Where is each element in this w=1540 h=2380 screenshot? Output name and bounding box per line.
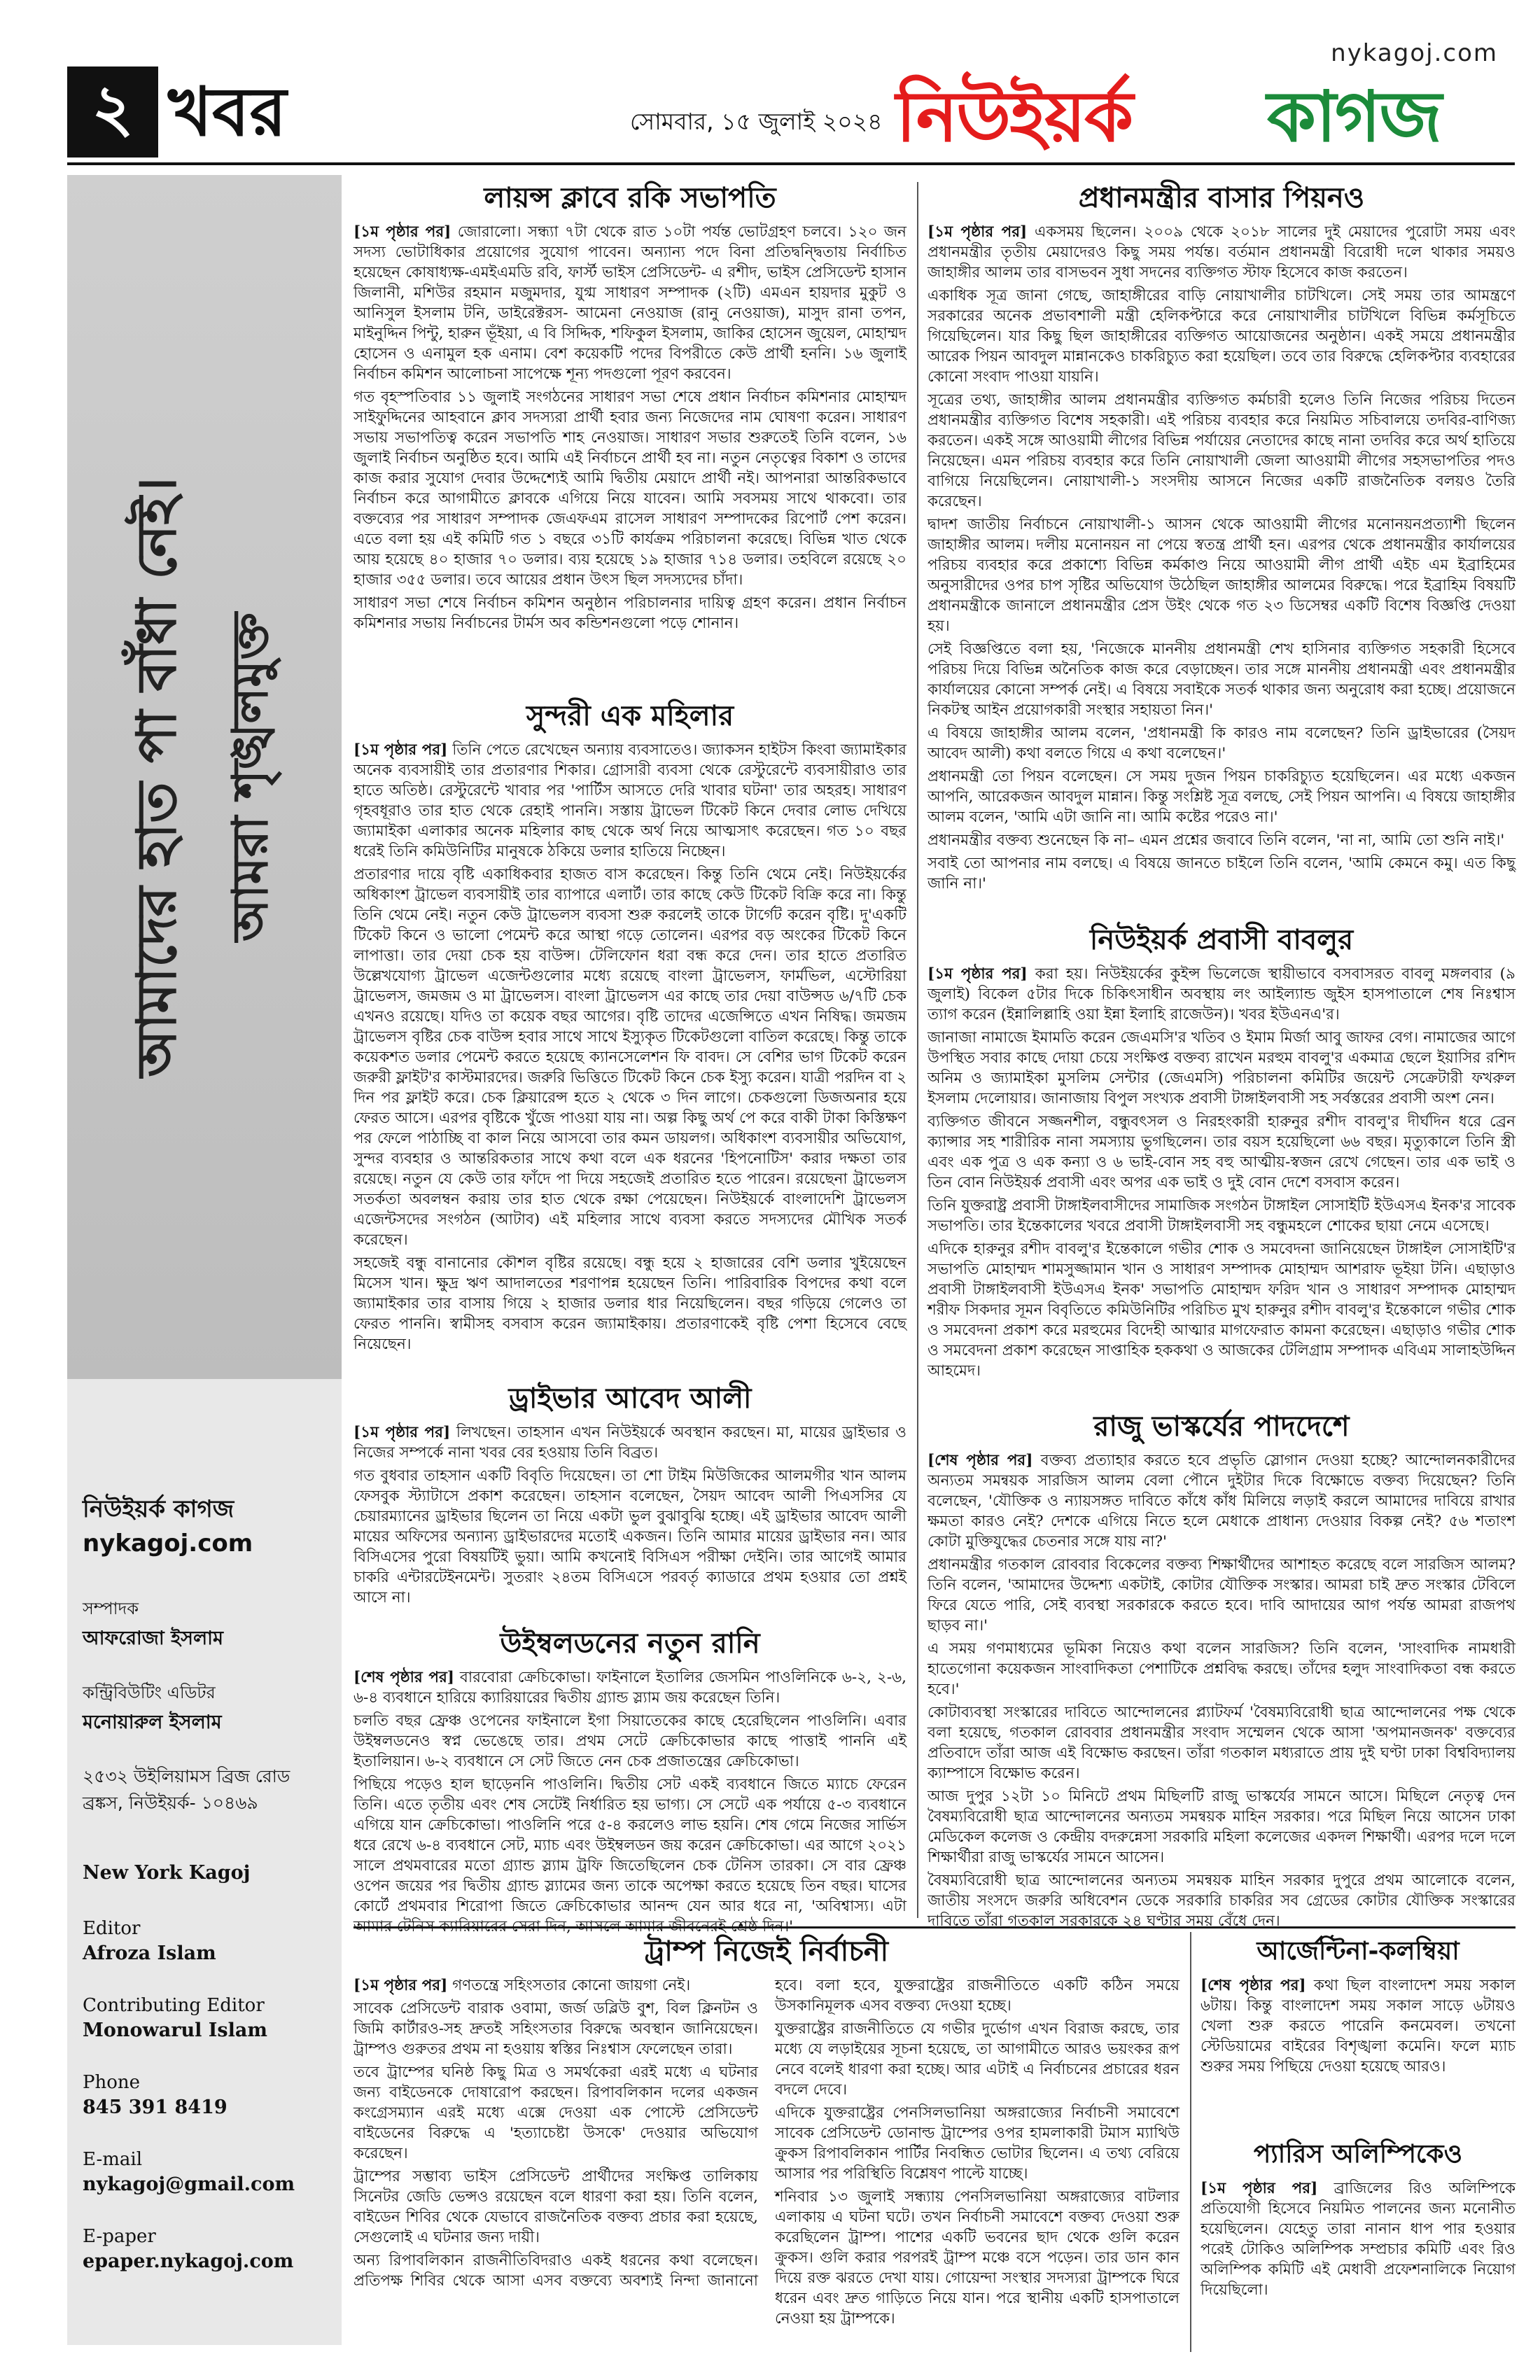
article-paragraph: যুক্তরাষ্ট্রের রাজনীতিতে যে গভীর দুর্ভোগ এখন বিরাজ করছে, তার মধ্যে যে লড়াইয়ের সূচনা হয়েছে, তা আগামীতে আরও ভয়ংকর রূপ নেবে বলেই ধারণা করা হচ্ছে। আর এটাই এ নির্বাচনের প্রচারের ধরন বদলে দেবে।	[775, 2020, 1180, 2099]
article-paragraph: জানাজা নামাজে ইমামতি করেন জেএমসি'র খতিব ও ইমাম মির্জা আবু জাফর বেগ। নামাজের আগে উপস্থিত সবার কাছে দোয়া চেয়ে সংক্ষিপ্ত বক্তব্য রাখেন মরহুম বাবলু'র একমাত্র ছেলে ইয়াসির রশিদ অনিম ও জ্যামাইকা মুসলিম সেন্টার (জেএমসি) পরিচালনা কমিটির জয়েন্ট সেক্রেটারী ফখরুল ইসলাম দেলোয়ার। জানাজায় বিপুল সংখ্যক প্রবাসী টাঙ্গাইলবাসী সহ সর্বস্তরের প্রবাসী অংশ নেন।	[927, 1029, 1516, 1107]
article-paragraph: [১ম পৃষ্ঠার পর] তিনি পেতে রেখেছেন অন্যায় ব্যবসাতেও। জ্যাকসন হাইটস কিংবা জ্যামাইকার অনেক ব্যবসায়ীই তার প্রতারণার শিকার। গ্রোসারী ব্যবসা থেকে রেস্টুরেন্টে ব্যবসায়ীরাও তার হাতে অতিষ্ঠ। রেস্টুরেন্টে খাবার পর 'পার্টিস আসতে দেরি খাবার ঘটনা' তার অহরহ। সাধারণ গৃহবধূরাও তার হাত থেকে রেহাই পাননি। সস্তায় ট্রাভেল টিকেট কিনে দেবার লোভ দেখিয়ে জ্যামাইকা এলাকার অনেক মহিলার কাছ থেকে অর্থ নিয়ে আত্মসাৎ করেছেন। গত ১০ বছর ধরেই তিনি কমিউনিটির মানুষকে ঠকিয়ে ডলার হাতিয়ে নিচ্ছেন।	[354, 741, 906, 860]
issue-date: সোমবার, ১৫ জুলাই ২০২৪	[630, 108, 883, 135]
continued-tag: [১ম পৃষ্ঠার পর]	[927, 223, 1028, 241]
paper-name-en: New York Kagoj	[83, 1862, 251, 1884]
article-paragraph: [১ম পৃষ্ঠার পর] ব্রাজিলের রিও অলিম্পিকে প্রতিযোগী হিসেবে নিয়মিত পালনের জন্য মনোনীত হয়েছিলেন। যেহেতু তারা নানান ধাপ পার হওয়ার পরেই টোকিও অলিম্পিক সম্প্রচার কমিটি এবং রিও অলিম্পিক কমিটি এই মেধাবী প্রফেশনালিকে নিয়োগ দিয়েছিলো।	[1200, 2180, 1516, 2299]
email-address: nykagoj@gmail.com	[83, 2174, 295, 2195]
continued-tag: [শেষ পৃষ্ঠার পর]	[927, 1452, 1033, 1469]
article-trump	[354, 1932, 1180, 2352]
paper-site: nykagoj.com	[83, 1530, 253, 1558]
article-paragraph: [১ম পৃষ্ঠার পর] করা হয়। নিউইয়র্কের কুইন্স ভিলেজে স্থায়ীভাবে বসবাসরত বাবলু মঙ্গলবার (৯ জুলাই) বিকেল ৫টার দিকে চিকিৎসাধীন অবস্থায় লং আইল্যান্ড জুইস হাসপাতালে শেষ নিঃশ্বাস ত্যাগ করেন (ইন্নালিল্লাহি ওয়া ইন্না ইলাহি রাজেউন)। খবর ইউএনএ'র।	[927, 965, 1516, 1023]
article-paragraph: সাধারণ সভা শেষে নির্বাচন কমিশন অনুষ্ঠান পরিচালনার দায়িত্ব গ্রহণ করেন। প্রধান নির্বাচন কমিশনার সভায় নির্বাচনের টার্মস অব কন্ডিশনগুলো পড়ে শোনান।	[354, 594, 906, 632]
article-paragraph: ব্যক্তিগত জীবনে সজ্জনশীল, বন্ধুবৎসল ও নিরহংকারী হারুনুর রশীদ বাবলু'র দীর্ঘদিন ধরে ব্রেন ক্যান্সার সহ শারীরিক নানা সমস্যায় ভুগছিলেন। তার বয়স হয়েছিলো ৬৬ বছর। মৃত্যুকালে তিনি স্ত্রী এবং এক পুত্র ও এক কন্যা ও ৬ ভাই-বোন সহ বহু আত্মীয়-স্বজন রেখে গেছেন। তার এক ভাই ও তিন বোন নিউইয়র্ক প্রবাসী এবং অপর এক ভাই ও দুই বোন দেশে বসবাস করেন।	[927, 1113, 1516, 1191]
epaper-label: E-paper	[83, 2226, 156, 2247]
article-driver	[354, 1379, 906, 1620]
article-title: ট্রাম্প নিজেই নির্বাচনী	[644, 1935, 889, 1968]
article-title: উইম্বলডনের নতুন রানি	[500, 1628, 760, 1660]
article-paragraph: একাধিক সূত্র জানা গেছে, জাহাঙ্গীরের বাড়ি নোয়াখালীর চাটখিলে। সেই সময় তার আমন্ত্রণে সরকারের অনেক প্রভাবশালী মন্ত্রী হেলিকপ্টারে করে নোয়াখালীর চাটখিলে বিভিন্ন কর্মসূচিতে গিয়েছিলেন। যার কিছু ছিল জাহাঙ্গীরের ব্যক্তিগত আয়োজনের অনুষ্ঠান। একই সময়ে প্রধানমন্ত্রীর আরেক পিয়ন আবদুল মান্নানকেও চাকরিচ্যুত করা হয়েছিল। তবে তার বিরুদ্ধে হেলিকপ্টার ব্যবহারের কোনো সংবাদ পাওয়া যায়নি।	[927, 287, 1516, 386]
article-paragraph: [শেষ পৃষ্ঠার পর] বারবোরা ক্রেচিকোভা। ফাইনালে ইতালির জেসমিন পাওলিনিকে ৬-২, ২-৬, ৬-৪ ব্যবধানে হারিয়ে ক্যারিয়ারের দ্বিতীয় গ্র্যান্ড স্ল্যাম জয় করেছেন তিনি।	[354, 1669, 906, 1707]
header-rule	[67, 162, 1515, 165]
contrib-label-bn: কন্ট্রিবিউটিং এডিটর	[83, 1683, 216, 1702]
article-paragraph: [১ম পৃষ্ঠার পর] জোরালো। সন্ধ্যা ৭টা থেকে রাত ১০টা পর্যন্ত ভোটগ্রহণ চলবে। ১২০ জন সদস্য ভোটাধিকার প্রয়োগের সুযোগ পাবেন। অন্যান্য পদে বিনা প্রতিদ্বন্দ্বিতায় নির্বাচিত হয়েছেন কোষাধ্যক্ষ-এমইএমডি রবি, ফার্স্ট ভাইস প্রেসিডেন্ট- এ রশীদ, ভাইস প্রেসিডেন্ট হাসান জিলানী, মশিউর রহমান মজুমদার, যুগ্ম সাধারণ সম্পাদক (২টি) এমএন হায়দার মুকুট ও আনিসুল ইসলাম টনি, ডাইরেক্টরস- আমেনা নেওয়াজ (রানু নেওয়াজ), মাসুদ রানা তপন, মাইনুদ্দিন পিন্টু, হারুন ভূঁইয়া, এ বি সিদ্দিক, শফিকুল ইসলাম, জাকির হোসেন জুয়েল, মোহাম্মদ হোসেন ও এনামুল হক এনাম। বেশ কয়েকটি পদের বিপরীতে কেউ প্রার্থী হননি। ১৬ জুলাই নির্বাচন কমিশন আলোচনা সাপেক্ষে শূন্য পদগুলো পূরণ করবেন।	[354, 223, 906, 383]
continued-tag: [শেষ পৃষ্ঠার পর]	[1200, 1977, 1306, 1994]
article-paragraph: আজ দুপুর ১২টা ১০ মিনিটে প্রথম মিছিলটি রাজু ভাস্কর্যের সামনে আসে। মিছিলে নেতৃত্ব দেন বৈষম্যবিরোধী ছাত্র আন্দোলনের অন্যতম সমন্বয়ক মাহিন সরকার। পরে মিছিল নিয়ে আসেন ঢাকা মেডিকেল কলেজ ও কেন্দ্রীয় বদরুন্নেসা সরকারি মহিলা কলেজের একদল শিক্ষার্থী। এরপর দলে দলে শিক্ষার্থীরা রাজু ভাস্কর্যের সামনে আসেন।	[927, 1788, 1516, 1866]
article-paragraph: এদিকে যুক্তরাষ্ট্রের পেনসিলভানিয়া অঙ্গরাজ্যের নির্বাচনী সমাবেশে সাবেক প্রেসিডেন্ট ডোনাল্ড ট্রাম্পের ওপর হামলাকারী টমাস ম্যাথিউ ক্রুকস রিপাবলিকান পার্টির নিবন্ধিত ভোটার ছিলেন। এ তথ্য বেরিয়ে আসার পর পরিস্থিতি বিশ্লেষণ পাল্টে যাচ্ছে।	[775, 2104, 1180, 2183]
contrib-name-bn: মনোয়ারুল ইসলাম	[83, 1712, 222, 1733]
logo-website: nykagoj.com	[1331, 39, 1498, 67]
article-paragraph: পিছিয়ে পড়েও হাল ছাড়েননি পাওলিনি। দ্বিতীয় সেট একই ব্যবধানে জিতে ম্যাচে ফেরেন তিনি। এতে তৃতীয় এবং শেষ সেটেই নির্ধারিত হয় ভাগ্য। সে সেটে এক পর্যায়ে ৫-৩ ব্যবধানে এগিয়ে যান ক্রেচিকোভা। পাওলিনি পরে ৫-৪ করলেও লাভ হয়নি। শেষ গেমে নিজের সার্ভিস ধরে রেখে ৬-৪ ব্যবধানে সেট, ম্যাচ এবং উইম্বলডন জয় করেন ক্রেচিকোভা। এর আগে ২০২১ সালে প্রথমবারের মতো গ্র্যান্ড স্ল্যাম ট্রফি জিতেছিলেন চেক টেনিস তারকা। সে বার ফ্রেঞ্চ ওপেন জয়ের পর দ্বিতীয় গ্র্যান্ড স্ল্যামের জন্য তাকে অপেক্ষা করতে হয়েছে তিন বছর। ঘাসের কোর্টে প্রথমবার শিরোপা জিতে ক্রেচিকোভার আনন্দ যেন আর ধরে না, 'অবিশ্বাস্য। এটা আমার টেনিস ক্যারিয়ারের সেরা দিন, আসলে আমার জীবনেরই শ্রেষ্ঠ দিন।'	[354, 1776, 906, 1935]
article-paragraph: ট্রাম্পের সম্ভাব্য ভাইস প্রেসিডেন্ট প্রার্থীদের সংক্ষিপ্ত তালিকায় সিনেটর জেডি ভেন্সও রয়েছেন বলে ধারণা করা হয়। তিনি বলেন, বাইডেন শিবির থেকে যেভাবে রাজনৈতিক বক্তব্য প্রচার করা হয়েছে, সেগুলোই এ ঘটনার জন্য দায়ী।	[354, 2168, 758, 2246]
masthead	[0, 0, 1540, 164]
article-paragraph: তিনি যুক্তরাষ্ট্র প্রবাসী টাঙ্গাইলবাসীদের সামাজিক সংগঠন টাঙ্গাইল সোসাইটি ইউএসএ ইনক'র সাবেক সভাপতি। তার ইন্তেকালের খবরে প্রবাসী টাঙ্গাইলবাসী সহ বন্ধুমহলে শোকের ছায়া নেমে এসেছে।	[927, 1197, 1516, 1235]
article-title: প্রধানমন্ত্রীর বাসার পিয়নও	[1078, 182, 1365, 214]
newspaper-logo	[896, 39, 1512, 164]
article-paragraph: তবে ট্রাম্পের ঘনিষ্ঠ কিছু মিত্র ও সমর্থকেরা এরই মধ্যে এ ঘটনার জন্য বাইডেনকে দোষারোপ করছেন। রিপাবলিকান দলের একজন কংগ্রেসম্যান এরই মধ্যে এক্সে দেওয়া এক পোস্টে প্রেসিডেন্ট বাইডেনের বিরুদ্ধে এ 'হত্যাচেষ্টা উসকে' দেওয়ার অভিযোগ করেছেন।	[354, 2064, 758, 2162]
article-paragraph: প্রধানমন্ত্রীর বক্তব্য শুনেছেন কি না– এমন প্রশ্নের জবাবে তিনি বলেন, 'না না, আমি তো শুনি নাই।'	[927, 832, 1505, 849]
phone-number: 845 391 8419	[83, 2096, 227, 2118]
slogan-banner	[67, 175, 342, 1379]
slogan-line-2: আমরা শৃঙ্খলমুক্ত	[221, 612, 279, 942]
continued-tag: [১ম পৃষ্ঠার পর]	[354, 1424, 451, 1441]
article-title: নিউইয়র্ক প্রবাসী বাবলুর	[1089, 924, 1354, 956]
bottom-rule	[354, 1926, 1516, 1928]
article-raju-sculpture	[927, 1407, 1516, 1930]
article-paragraph: প্রধানমন্ত্রী তো পিয়ন বলেছেন। সে সময় দুজন পিয়ন চাকরিচ্যুত হয়েছিলেন। এর মধ্যে একজন আপনি, আরেকজন আবদুল মান্নান। কিন্তু সংশ্লিষ্ট সূত্র বলছে, সেই পিয়ন আপনি। এ বিষয়ে জাহাঙ্গীর আলম বলেন, 'আমি এটা জানি না। আমি কষ্টের পরেও না।'	[927, 768, 1516, 826]
article-pm-peon	[927, 178, 1516, 917]
continued-tag: [১ম পৃষ্ঠার পর]	[354, 1977, 448, 1994]
article-paragraph: সহজেই বন্ধু বানানোর কৌশল বৃষ্টির রয়েছে। বন্ধু হয়ে ২ হাজারের বেশি ডলার খুইয়েছেন মিসেস খান। ক্ষুদ্র ঋণ আদালতের শরণাপন্ন হয়েছেন তিনি। পারিবারিক বিপদের কথা বলে জ্যামাইকার তার বাসায় গিয়ে ২ হাজার ডলার ধার নিয়েছিলেন। বছর গড়িয়ে গেলেও তা ফেরত পাননি। স্বামীসহ বসবাস করেন জ্যামাইকায়। প্রতারণাকেই বৃষ্টি পেশা হিসেবে বেছে নিয়েছেন।	[354, 1254, 906, 1353]
logo-text-right: কাগজ	[1267, 76, 1441, 158]
article-paragraph: এ সময় গণমাধ্যমের ভূমিকা নিয়েও কথা বলেন সারজিস? তিনি বলেন, 'সাংবাদিক নামধারী হাতেগোনা কয়েকজন সাংবাদিকতা পেশাটিকে প্রশ্নবিদ্ধ করছে। তাঁদের হলুদ সাংবাদিকতা বন্ধ করতে হবে।'	[927, 1640, 1516, 1698]
article-paragraph: সেই বিজ্ঞপ্তিতে বলা হয়, 'নিজেকে মাননীয় প্রধানমন্ত্রী শেখ হাসিনার ব্যক্তিগত সহকারী হিসেবে পরিচয় দিয়ে বিভিন্ন অনৈতিক কাজ করে বেড়াচ্ছেন। তার সঙ্গে মাননীয় প্রধানমন্ত্রী এবং প্রধানমন্ত্রীর কার্যালয়ের কোনো সম্পর্ক নেই। এ বিষয়ে সবাইকে সতর্ক থাকার জন্য অনুরোধ করা হচ্ছে। প্রয়োজনে নিকটস্থ আইন প্রয়োগকারী সংস্থার সহায়তা নিন।'	[927, 640, 1516, 719]
article-sundari	[354, 696, 906, 1376]
article-title: সুন্দরী এক মহিলার	[526, 700, 734, 732]
article-title: প্যারিস অলিম্পিকেও	[1253, 2140, 1463, 2169]
continued-tag: [শেষ পৃষ্ঠার পর]	[354, 1669, 454, 1686]
article-paragraph: গত বৃহস্পতিবার ১১ জুলাই সংগঠনের সাধারণ সভা শেষে প্রধান নির্বাচন কমিশনার মোহাম্মদ সাইফুদ্দিনের আহবানে ক্লাব সদস্যরা প্রার্থী হবার জন্য নিজেদের নাম ঘোষণা করেন। সাধারণ সভায় সভাপতিত্ব করেন সভাপতি শাহ নেওয়াজ। সাধারণ সভার শুরুতেই তিনি বলেন, ১৬ জুলাই নির্বাচন অনুষ্ঠিত হবে। আমি এই নির্বাচনে প্রার্থী হব না। নতুন নেতৃত্বের বিকাশ ও তাদের কাজ করার সুযোগ দেবার উদ্দেশ্যেই আমি দ্বিতীয় মেয়াদে প্রার্থী নই। আপনারা আন্তরিকভাবে নির্বাচন করে আগামীতে ক্লাবকে এগিয়ে নিয়ে যাবেন। আমি সবসময় সাথে থাকবো। তার বক্তব্যের পর সাধারণ সম্পাদক জেএফএম রাসেল সাধারণ সম্পাদকের রিপোর্ট পেশ করেন। এতে বলা হয় এই কমিটি গত ১ বছরে ৩১টি কার্যক্রম পরিচালনা করেছে। বিভিন্ন খাত থেকে আয় হয়েছে ৪০ হাজার ৭০ ডলার। ব্যয় হয়েছে ১৯ হাজার ৭১৪ ডলার। তহবিলে রয়েছে ২০ হাজার ৩৫৫ ডলার। তবে আয়ের প্রধান উৎস ছিল সদস্যদের চাঁদা।	[354, 388, 906, 589]
editor-label-en: Editor	[83, 1918, 141, 1939]
article-paragraph: [শেষ পৃষ্ঠার পর] বক্তব্য প্রত্যাহার করতে হবে প্রভৃতি স্লোগান দেওয়া হচ্ছে? আন্দোলনকারীদের অন্যতম সমন্বয়ক সারজিস আলম বেলা পৌনে দুইটার দিকে বিক্ষোভে বক্তব্য দিয়েছেন? তিনি বলেছেন, 'যৌক্তিক ও ন্যায়সঙ্গত দাবিতে কাঁধে কাঁধ মিলিয়ে লড়াই করলে আমাদের দাবিয়ে রাখার ক্ষমতা কারও নেই? দেশকে এগিয়ে নিতে হলে মেধাকে প্রাধান্য দেওয়ার বিকল্প নেই? ৫৬ শতাংশ কোটা মুক্তিযুদ্ধের চেতনার সঙ্গে যায় না?'	[927, 1452, 1516, 1550]
sidebar	[67, 175, 342, 2345]
article-paragraph: কোটাব্যবস্থা সংস্কারের দাবিতে আন্দোলনের প্ল্যাটফর্ম 'বৈষম্যবিরোধী ছাত্র আন্দোলনের পক্ষ থেকে বলা হয়েছে, গতকাল রোববার প্রধানমন্ত্রীর সংবাদ সম্মেলন থেকে আসা 'অপমানজনক' বক্তব্যের প্রতিবাদে তাঁরা আজ এই বিক্ষোভ করছেন। তাঁরা গতকাল মধ্যরাতে প্রায় দুই ঘণ্টা ঢাকা বিশ্ববিদ্যালয় ক্যাম্পাসে বিক্ষোভ করেন।	[927, 1704, 1516, 1782]
article-wimbledon	[354, 1624, 906, 1935]
article-paragraph: [১ম পৃষ্ঠার পর] লিখছেন। তাহসান এখন নিউইয়র্কে অবস্থান করছেন। মা, মায়ের ড্রাইভার ও নিজের সম্পর্কে নানা খবর বের হওয়ায় তিনি বিব্রত।	[354, 1424, 906, 1462]
article-paragraph: সবাই তো আপনার নাম বলছে। এ বিষয়ে জানতে চাইলে তিনি বলেন, 'আমি কেমনে কমু। এত কিছু জানি না।'	[927, 855, 1516, 892]
article-title: রাজু ভাস্কর্যের পাদদেশে	[1093, 1410, 1350, 1443]
article-paragraph: বৈষম্যবিরোধী ছাত্র আন্দোলনের অন্যতম সমন্বয়ক মাহিন সরকার দুপুরে প্রথম আলোকে বলেন, জাতীয় সংসদে জরুরি অধিবেশন ডেকে সরকারি চাকরির সব গ্রেডের কোটার যৌক্তিক সংস্কারের দাবিতে তাঁরা গতকাল সরকারকে ২৪ ঘণ্টার সময় বেঁধে দেন।	[927, 1872, 1516, 1930]
article-probashi-bablu	[927, 920, 1516, 1404]
article-paragraph: চলতি বছর ফ্রেঞ্চ ওপেনের ফাইনালে ইগা সিয়াতেকের কাছে হেরেছিলেন পাওলিনি। এবার উইম্বলডনেও স্বপ্ন ভেঙেছে তার। প্রথম সেটে ক্রেচিকোভার কাছে পাত্তাই পাননি এই ইতালিয়ান। ৬-২ ব্যবধানে সে সেট জিতে নেন চেক প্রজাতন্ত্রের ক্রেচিকোভা।	[354, 1712, 906, 1770]
editor-name-en: Afroza Islam	[83, 1942, 216, 1964]
article-paragraph: এদিকে হারুনুর রশীদ বাবলু'র ইন্তেকালে গভীর শোক ও সমবেদনা জানিয়েছেন টাঙ্গাইল সোসাইটি'র সভাপতি মোহাম্মদ শামসুজ্জামান খান ও সাধারণ সম্পাদক মোহাম্মদ আশরাফ ভূইয়া টনি। এছাড়াও প্রবাসী টাঙ্গাইলবাসী ইউএসএ ইনক' সভাপতি মোহাম্মদ ফরিদ খান ও সাধারণ সম্পাদক মোহাম্মদ শরীফ সিকদার সূমন বিবৃতিতে কমিউনিটির পরিচিত মুখ হারুনুর রশীদ বাবলু'র ইন্তেকালে গভীর শোক ও সমবেদনা প্রকাশ করে মরহুমের বিদেহী আত্মার মাগফেরাত কামনা করেছেন। এছাড়াও গভীর শোক ও সমবেদনা প্রকাশ করেছেন সাপ্তাহিক হককথা ও আজকের টেলিগ্রাম সম্পাদক এবিএম সালাহউদ্দিন আহমেদ।	[927, 1240, 1516, 1380]
contrib-label-en: Contributing Editor	[83, 1995, 265, 2016]
column-divider	[1190, 1932, 1191, 2352]
address-line-1: ২৫৩২ উইলিয়ামস ব্রিজ রোড	[83, 1766, 290, 1786]
address-line-2: ব্রঙ্কস, নিউইয়র্ক- ১০৪৬৯	[83, 1793, 258, 1813]
article-paragraph: গত বুধবার তাহসান একটি বিবৃতি দিয়েছেন। তা শো টাইম মিউজিকের আলমগীর খান আলম ফেসবুক স্ট্যাটাসে প্রকাশ করেছেন। তাহসান বলেছেন, সৈয়দ আবেদ আলী পিএসসির যে চেয়ারম্যানের ড্রাইভার ছিলেন তা নিয়ে একটা ভুল বুঝাবুঝি হচ্ছে। এই ড্রাইভার আবেদ আলী মায়ের অফিসের অন্যান্য ড্রাইভারদের মতোই একজন। তিনি আমার মায়ের ড্রাইভার নন। আর বিসিএসের পুরো বিষয়টিই ভুয়া। আমি কখনোই বিসিএস পরীক্ষা দেইনি। তার আগেই আমার চাকরি এন্টারটেইনমেন্ট। সুতরাং ২৪তম বিসিএসে পরবর্তৃ ক্যাডারে প্রথম হওয়ার তো প্রশ্নই আসে না।	[354, 1467, 906, 1606]
article-paragraph: প্রধানমন্ত্রীর গতকাল রোববার বিকেলের বক্তব্য শিক্ষার্থীদের আশাহত করেছে বলে সারজিস আলম? তিনি বলেন, 'আমাদের উদ্দেশ্য একটাই, কোটার যৌক্তিক সংস্কার। আমরা চাই দ্রুত সংস্কার টেবিলে ফিরে যেতে পারি, সেই ব্যবস্থা সরকারকে করতে হবে। দাবি আদায়ের আগ পর্যন্ত আমরা রাজপথ ছাড়ব না।'	[927, 1556, 1516, 1634]
article-paragraph: অন্য রিপাবলিকান রাজনীতিবিদরাও একই ধরনের কথা বলেছেন। প্রতিপক্ষ শিবির থেকে আসা এসব বক্তব্যে অবশ্যই নিন্দা জানানো হবে। বলা হবে, যুক্তরাষ্ট্রের রাজনীতিতে একটি কঠিন সময়ে উসকানিমূলক এসব বক্তব্য দেওয়া হচ্ছে।	[354, 1977, 1180, 2290]
slogan-text	[115, 477, 295, 1077]
epaper-url: epaper.nykagoj.com	[83, 2250, 294, 2272]
page-number: ২	[67, 66, 158, 158]
article-title: ড্রাইভার আবেদ আলী	[508, 1382, 752, 1415]
article-paragraph: [১ম পৃষ্ঠার পর] গণতন্ত্রে সহিংসতার কোনো জায়গা নেই।	[354, 1977, 691, 1994]
article-paragraph: [শেষ পৃষ্ঠার পর] কথা ছিল বাংলাদেশ সময় সকাল ৬টায়। কিন্তু বাংলাদেশ সময় সকাল সাড়ে ৬টায়ও খেলা শুরু করতে পারেনি কনমেবল। তখনো স্টেডিয়ামের বাইরের বিশৃঙ্খলা কমেনি। ফলে ম্যাচ শুরুর সময় পিছিয়ে দেওয়া হয়েছে আরও।	[1200, 1977, 1516, 2076]
editor-label-bn: সম্পাদক	[83, 1599, 139, 1618]
article-paragraph: সাবেক প্রেসিডেন্ট বারাক ওবামা, জর্জ ডব্লিউ বুশ, বিল ক্লিনটন ও জিমি কার্টারও-সহ দ্রুতই সহিংসতার বিরুদ্ধে অবস্থান জানিয়েছেন। ট্রাম্পও গুরুতর প্রথম না হওয়ায় স্বস্তির নিঃশ্বাস ফেলেছেন তারা।	[354, 2000, 758, 2058]
paper-name-bn: নিউইয়র্ক কাগজ	[83, 1495, 234, 1523]
article-body	[354, 1975, 1180, 2329]
continued-tag: [১ম পৃষ্ঠার পর]	[354, 223, 451, 241]
continued-tag: [১ম পৃষ্ঠার পর]	[354, 741, 448, 759]
article-paragraph: [১ম পৃষ্ঠার পর] একসময় ছিলেন। ২০০৯ থেকে ২০১৮ সালের দুই মেয়াদের পুরোটা সময় এবং প্রধানমন্ত্রীর তৃতীয় মেয়াদেরও কিছু সময় পর্যন্ত। বর্তমান প্রধানমন্ত্রী বিরোধী দলে থাকার সময়ও জাহাঙ্গীর আলম তার বাসভবন সুধা সদনের ব্যক্তিগত স্টাফ হিসেবে কাজ করতেন।	[927, 223, 1516, 281]
editor-name-bn: আফরোজা ইসলাম	[83, 1628, 223, 1649]
article-paragraph: প্রতারণার দায়ে বৃষ্টি একাধিকবার হাজত বাস করেছেন। কিন্তু তিনি থেমে নেই। নিউইয়র্কের অধিকাংশ ট্রাভেল ব্যবসায়ীই তার ব্যাপারে এলার্ট। তার কাছে কেউ টিকেট বিক্রি করে না। কিন্তু তিনি থেমে নেই। নতুন কেউ ট্রাভেলস ব্যবসা শুরু করলেই তাকে টার্গেট করেন বৃষ্টি। দু'একটি টিকেট কিনে ও ভালো পেমেন্ট করে আস্থা গড়ে তোলেন। এরপর বড় অংকের টিকেট কিনে লাপাত্তা। তার দেয়া চেক হয় বাউন্স। টেলিফোন ধরা বন্ধ করে দেন। তার হাতে প্রতারিত উল্লেখযোগ্য ট্রাভেল এজেন্টগুলোর মধ্যে রয়েছে বাংলা ট্রাভেলস, ফার্মভিল, এস্টোরিয়া ট্রাভেলস, জমজম ও মা ট্রাভেলস। বাংলা ট্রাভেলস এর কাছে তার দেয়া বাউন্সড ৬/৭টি চেক এখনও রয়েছে। যদিও তা কয়েক বছর আগের। বৃষ্টি তাদের এজেন্সিতে এখন নিষিদ্ধ। জমজম ট্রাভেলস বৃষ্টির চেক বাউন্স হবার সাথে সাথে ইস্যুকৃত টিকেটগুলো বাতিল করেছে। কিন্তু তাকে কয়েকশত ডলার পেমেন্ট করতে হয়েছে ক্যানসেলেশন ফি বাবদ। সে বেশির ভাগ টিকেট করেন জরুরী ফ্লাইট'র কাস্টমারদের। জরুরি ভিত্তিতে টিকেট কিনে চেক ইস্যু করেন। যাত্রী পরদিন বা ২ দিন পর ফ্লাইট করে। চেক ক্লিয়ারেন্স হতে ২ থেকে ৩ দিন লাগে। চেকগুলো ডিজঅনার হয়ে ফেরত আসে। এরপর বৃষ্টিকে খুঁজে পাওয়া যায় না। অল্প কিছু অর্থ পে করে বাকী টাকা কিস্তিক্ষণ পর ফেলে পাঠাচ্ছি বা কাল নিয়ে আসবো তার কমন ডায়লগ। অধিকাংশ ব্যবসায়ীর অভিযোগ, সুন্দর ব্যবহার ও আন্তরিকতার সাথে কথা বলে এক ধরনের 'হিপনোটিস' করার দক্ষতা তার রয়েছে। নতুন যে কেউ তার ফাঁদে পা দিয়ে সহজেই প্রতারিত হতে পারেন। রয়েছেনা ট্রাভেলস সতর্কতা অবলম্বন করায় তার হাত থেকে রক্ষা পেয়েছেন। নিউইয়র্কে বাংলাদেশি ট্রাভেলস এজেন্টসদের সংগঠন (আটাব) এই মহিলার সাথে ব্যবসা করতে সদস্যদের মৌখিক সতর্ক করেছেন।	[354, 866, 906, 1249]
section-name: খবর	[168, 73, 287, 151]
article-title: লায়ন্স ক্লাবে রকি সভাপতি	[484, 182, 776, 214]
logo-text-left: নিউইয়র্ক	[896, 76, 1133, 158]
article-paragraph: সূত্রের তথ্য, জাহাঙ্গীর আলম প্রধানমন্ত্রীর ব্যক্তিগত কর্মচারী হলেও তিনি নিজের পরিচয় দিতেন প্রধানমন্ত্রীর ব্যক্তিগত বিশেষ সহকারী। এই পরিচয় ব্যবহার করে নিয়মিত সচিবালয়ে তদবির-বাণিজ্য করতেন। একই সঙ্গে আওয়ামী লীগের বিভিন্ন পর্যায়ের নেতাদের কাছে নানা তদবির করে অর্থ হাতিয়ে নিয়েছেন। এমন পরিচয় ব্যবহার করে তিনি নোয়াখালী জেলা আওয়ামী লীগের সহসভাপতির পদও বাগিয়ে নিয়েছিলেন। নোয়াখালী-১ সংসদীয় আসনে নিজের একটি রাজনৈতিক বলয়ও তৈরি করেছেন।	[927, 391, 1516, 510]
slogan-line-1: আমাদের হাত পা বাঁধা নেই।	[125, 477, 189, 1077]
email-label: E-mail	[83, 2149, 143, 2170]
article-paragraph: এ বিষয়ে জাহাঙ্গীর আলম বলেন, 'প্রধানমন্ত্রী কি কারও নাম বলেছেন? তিনি ড্রাইভারের (সৈয়দ আবেদ আলী) কথা বলতে গিয়ে এ কথা বলেছেন।'	[927, 724, 1516, 762]
column-divider	[917, 182, 918, 1918]
article-paris-olympics	[1200, 2135, 1516, 2352]
article-argentina-colombia	[1200, 1932, 1516, 2132]
article-lions-club	[354, 178, 906, 696]
contrib-name-en: Monowarul Islam	[83, 2019, 267, 2041]
article-paragraph: দ্বাদশ জাতীয় নির্বাচনে নোয়াখালী-১ আসন থেকে আওয়ামী লীগের মনোনয়নপ্রত্যাশী ছিলেন জাহাঙ্গীর আলম। দলীয় মনোনয়ন না পেয়ে স্বতন্ত্র প্রার্থী হন। এরপর থেকে প্রধানমন্ত্রীর কার্যালয়ের পরিচয় ব্যবহার করে প্রকাশ্যে বিভিন্ন কর্মকাণ্ড নিয়ে আওয়ামী লীগ প্রার্থী এইচ এম ইব্রাহিমের অনুসারীদের ওপর চাপ সৃষ্টির অভিযোগ উঠেছিল জাহাঙ্গীর আলমের বিরুদ্ধে। পরে ইব্রাহিম বিষয়টি প্রধানমন্ত্রীকে জানালে প্রধানমন্ত্রীর প্রেস উইং থেকে গত ২৩ ডিসেম্বর একটি বিশেষ বিজ্ঞপ্তি দেওয়া হয়।	[927, 516, 1516, 635]
continued-tag: [১ম পৃষ্ঠার পর]	[1200, 2180, 1318, 2197]
article-title: আর্জেন্টিনা-কলম্বিয়া	[1256, 1937, 1460, 1966]
phone-label: Phone	[83, 2072, 141, 2093]
article-paragraph: শনিবার ১৩ জুলাই সন্ধ্যায় পেনসিলভানিয়া অঙ্গরাজ্যের বাটলার এলাকায় এ ঘটনা ঘটে। তখন নির্বাচনী সমাবেশে বক্তব্য দেওয়া শুরু করেছিলেন ট্রাম্প। পাশের একটি ভবনের ছাদ থেকে গুলি করেন ক্রুকস। গুলি করার পরপরই ট্রাম্প মঞ্চে বসে পড়েন। তার ডান কান দিয়ে রক্ত ঝরতে দেখা যায়। গোয়েন্দা সংস্থার সদস্যরা ট্রাম্পকে ঘিরে ধরেন এবং দ্রুত গাড়িতে নিয়ে যান। পরে স্থানীয় একটি হাসপাতালে নেওয়া হয় ট্রাম্পকে।	[775, 2188, 1180, 2328]
continued-tag: [১ম পৃষ্ঠার পর]	[927, 965, 1028, 983]
